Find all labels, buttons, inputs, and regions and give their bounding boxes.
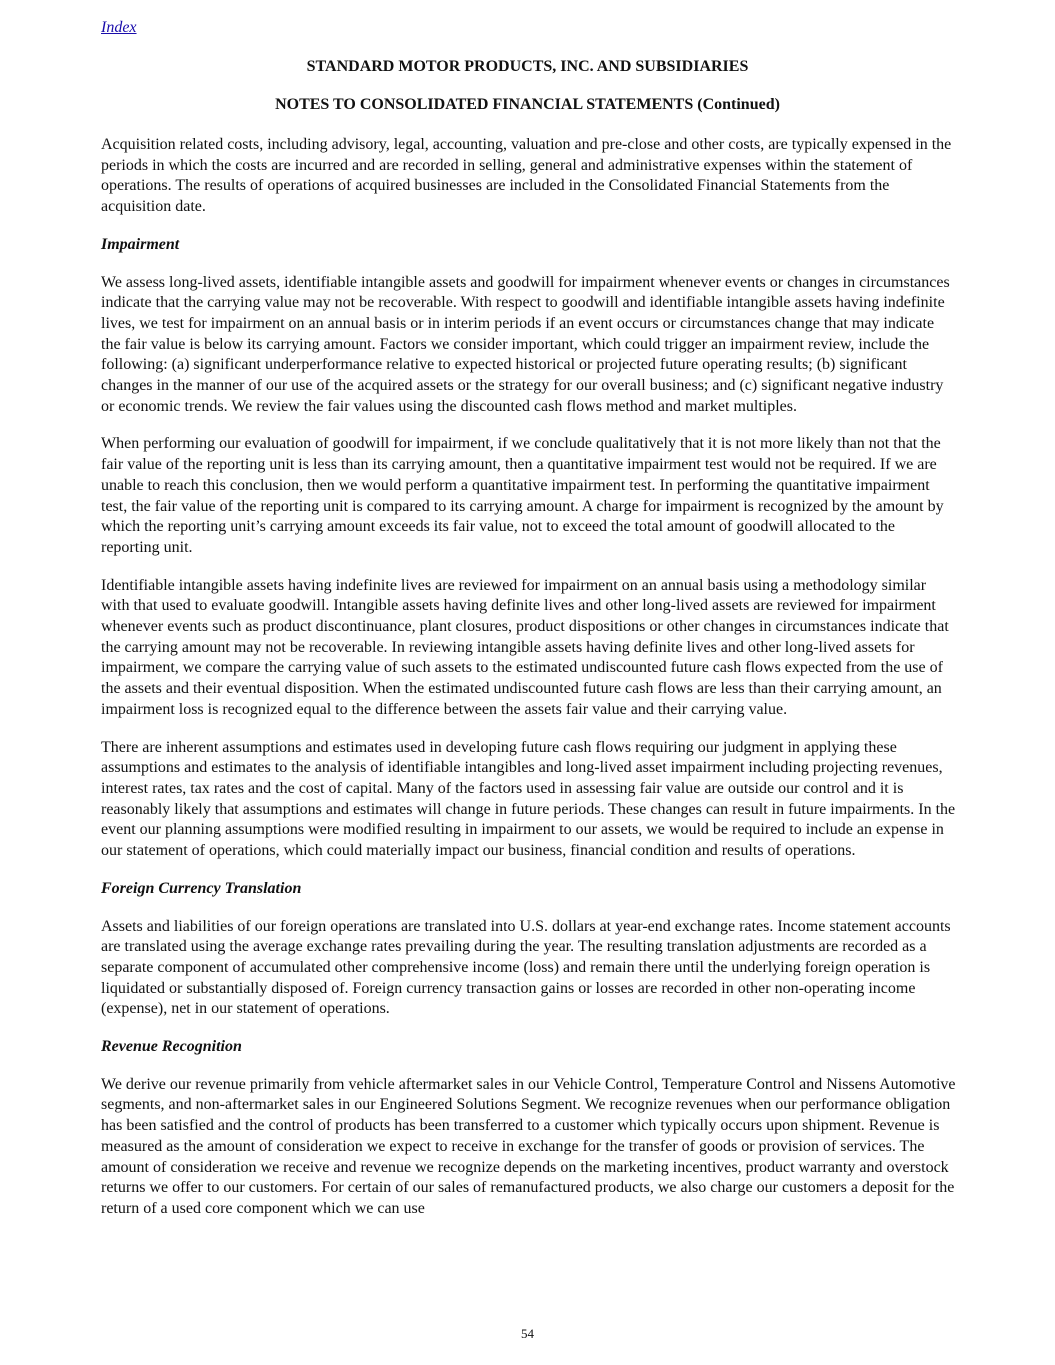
paragraph-assumptions-estimates: There are inherent assumptions and estimates used in developing future cash flows requiring our judgment in applying these assumptions and estimates to the analysis of identifiable intangibles and long-lived asset impairment including projecting revenues, interest rates, tax rates and the cost of capital. Many of the factors used in assessing fair value are outside our control and it is reasonably likely that assumptions and estimates will change in future periods. These changes can result in future impairments. In the event our planning assumptions were modified resulting in impairment to our assets, we would be required to include an expense in our statement of operations, which could materially impact our business, financial condition and results of operations. — [101, 738, 956, 860]
page-number: 54 — [521, 1326, 534, 1341]
heading-foreign-currency: Foreign Currency Translation — [101, 879, 302, 897]
section-title: NOTES TO CONSOLIDATED FINANCIAL STATEMENTS (Continued) — [275, 96, 780, 113]
paragraph-revenue-recognition: We derive our revenue primarily from vehicle aftermarket sales in our Vehicle Control, Temperature Control and Nissens Automotive segments, and non-aftermarket sales in our Engineered Solutions Segment. We recognize revenues when our performance obligation has been satisfied and the control of products has been transferred to a customer which typically occurs upon shipment. Revenue is measured as the amount of consideration we expect to receive in exchange for the transfer of goods or provision of services. The amount of consideration we receive and revenue we recognize depends on the marketing incentives, product warranty and overstock returns we offer to our customers. For certain of our sales of remanufactured products, we also charge our customers a deposit for the return of a used core component which we can use — [101, 1075, 956, 1217]
company-title: STANDARD MOTOR PRODUCTS, INC. AND SUBSIDIARIES — [306, 58, 749, 75]
heading-impairment: Impairment — [101, 235, 180, 253]
paragraph-foreign-currency: Assets and liabilities of our foreign operations are translated into U.S. dollars at year-end exchange rates. Income statement accounts are translated using the average exchange rates prevailing during the year. The resulting translation adjustments are recorded as a separate component of accumulated other comprehensive income (loss) and remain there until the underlying foreign operation is liquidated or substantially disposed of. Foreign currency transaction gains or losses are recorded in other non-operating income (expense), net in our statement of operations. — [101, 917, 951, 1018]
paragraph-acquisition-costs: Acquisition related costs, including advisory, legal, accounting, valuation and pre-close and other costs, are typically expensed in the periods in which the costs are incurred and are recorded in selling, general and administrative expenses within the statement of operations. The results of operations of acquired businesses are included in the Consolidated Financial Statements from the acquisition date. — [101, 136, 952, 216]
paragraph-intangible-assets: Identifiable intangible assets having indefinite lives are reviewed for impairment on an annual basis using a methodology similar with that used to evaluate goodwill. Intangible assets having definite lives and other long-lived assets are reviewed for impairment whenever events such as product discontinuance, plant closures, product dispositions or other changes in circumstances indicate that the carrying amount may not be recoverable. In reviewing intangible assets having definite lives and other long-lived assets for impairment, we compare the carrying value of such assets to the estimated undiscounted future cash flows expected from the use of the assets and their eventual disposition. When the estimated undiscounted future cash flows are less than their carrying amount, an impairment loss is recognized equal to the difference between the assets fair value and their carrying value. — [101, 576, 949, 718]
index-link[interactable]: Index — [101, 19, 137, 36]
paragraph-goodwill-evaluation: When performing our evaluation of goodwill for impairment, if we conclude qualitatively that it is not more likely than not that the fair value of the reporting unit is less than its carrying amount, then a quantitative impairment test would not be required. If we are unable to reach this conclusion, then we would perform a quantitative impairment test. In performing the quantitative impairment test, the fair value of the reporting unit is compared to its carrying amount. A charge for impairment is recognized by the amount by which the reporting unit’s carrying amount exceeds its fair value, not to exceed the total amount of goodwill allocated to the reporting unit. — [101, 435, 944, 556]
paragraph-impairment-assessment: We assess long-lived assets, identifiable intangible assets and goodwill for impairment whenever events or changes in circumstances indicate that the carrying value may not be recoverable. With respect to goodwill and identifiable intangible assets having indefinite lives, we test for impairment on an annual basis or in interim periods if an event occurs or circumstances change that may indicate the fair value is below its carrying amount. Factors we consider important, which could trigger an impairment review, include the following: (a) significant underperformance relative to expected historical or projected future operating results; (b) significant changes in the manner of our use of the acquired assets or the strategy for our overall business; and (c) significant negative industry or economic trends. We review the fair values using the discounted cash flows method and market multiples. — [101, 273, 950, 415]
heading-revenue-recognition: Revenue Recognition — [101, 1038, 242, 1056]
document-body — [101, 135, 957, 1237]
